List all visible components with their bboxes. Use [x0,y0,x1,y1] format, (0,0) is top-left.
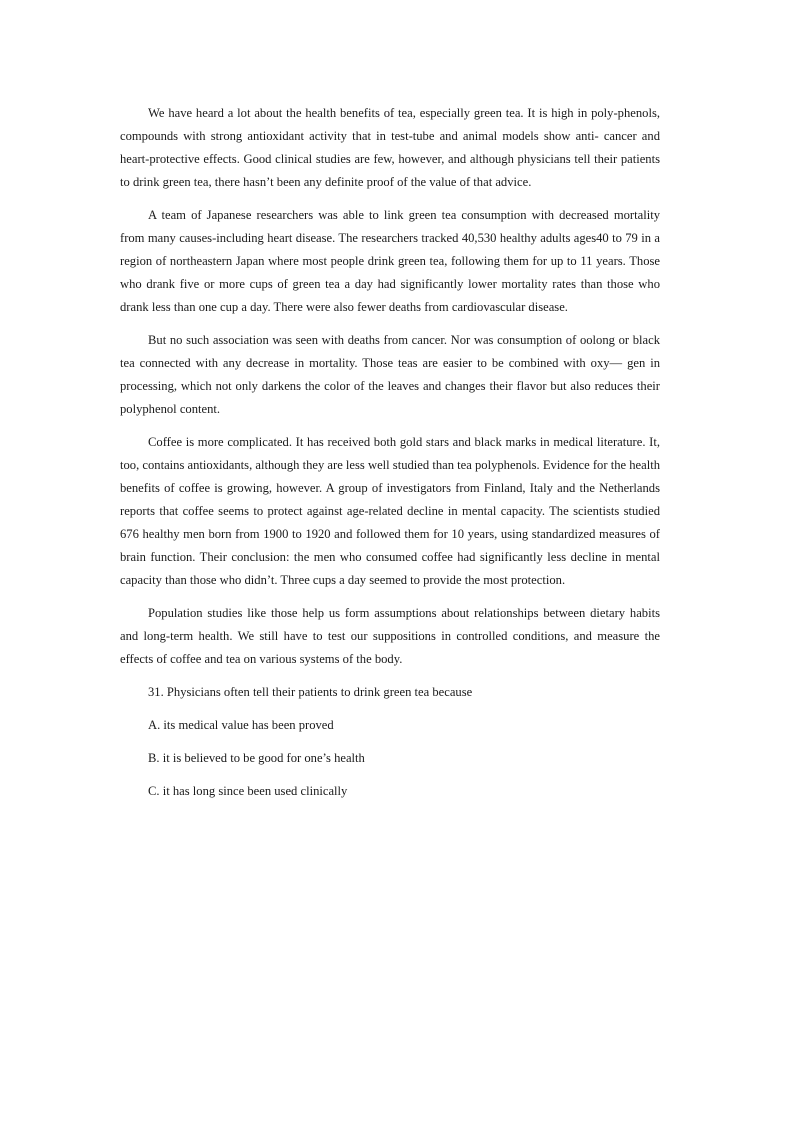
passage-paragraph-2: A team of Japanese researchers was able to link green tea consumption with decreased mortality from many causes-including heart disease. The researchers tracked 40,530 healthy adults ages40 to 79 in a region of northeastern Japan where most people drink green tea, following them for up to 11 years. Those who drank five or more cups of green tea a day had significantly lower mortality rates than those who drank less than one cup a day. There were also fewer deaths from cardiovascular disease. [120,208,660,314]
passage-paragraph-3: But no such association was seen with deaths from cancer. Nor was consumption of oolong or black tea connected with any decrease in mortality. Those teas are easier to be combined with oxy— gen in processing, which not only darkens the color of the leaves and changes their flavor but also reduces their polyphenol content. [120,333,660,416]
document-page [120,102,660,813]
option-b: B. it is believed to be good for one’s health [148,751,365,765]
passage-paragraph-5: Population studies like those help us form assumptions about relationships between dietary habits and long-term health. We still have to test our suppositions in controlled conditions, and measure the effects of coffee and tea on various systems of the body. [120,606,660,666]
option-c: C. it has long since been used clinically [148,784,348,798]
passage-paragraph-4: Coffee is more complicated. It has received both gold stars and black marks in medical literature. It, too, contains antioxidants, although they are less well studied than tea polyphenols. Evidence for the health benefits of coffee is growing, however. A group of investigators from Finland, Italy and the Netherlands reports that coffee seems to protect against age-related decline in mental capacity. The scientists studied 676 healthy men born from 1900 to 1920 and followed them for 10 years, using standardized measures of brain function. Their conclusion: the men who consumed coffee had significantly less decline in mental capacity than those who didn’t. Three cups a day seemed to provide the most protection. [120,435,660,587]
question-stem: 31. Physicians often tell their patients to drink green tea because [148,685,473,699]
option-a: A. its medical value has been proved [148,718,334,732]
passage-paragraph-1: We have heard a lot about the health benefits of tea, especially green tea. It is high in poly-phenols, compounds with strong antioxidant activity that in test-tube and animal models show anti- cancer and heart-protective effects. Good clinical studies are few, however, and although physicians tell their patients to drink green tea, there hasn’t been any definite proof of the value of that advice. [120,106,660,189]
